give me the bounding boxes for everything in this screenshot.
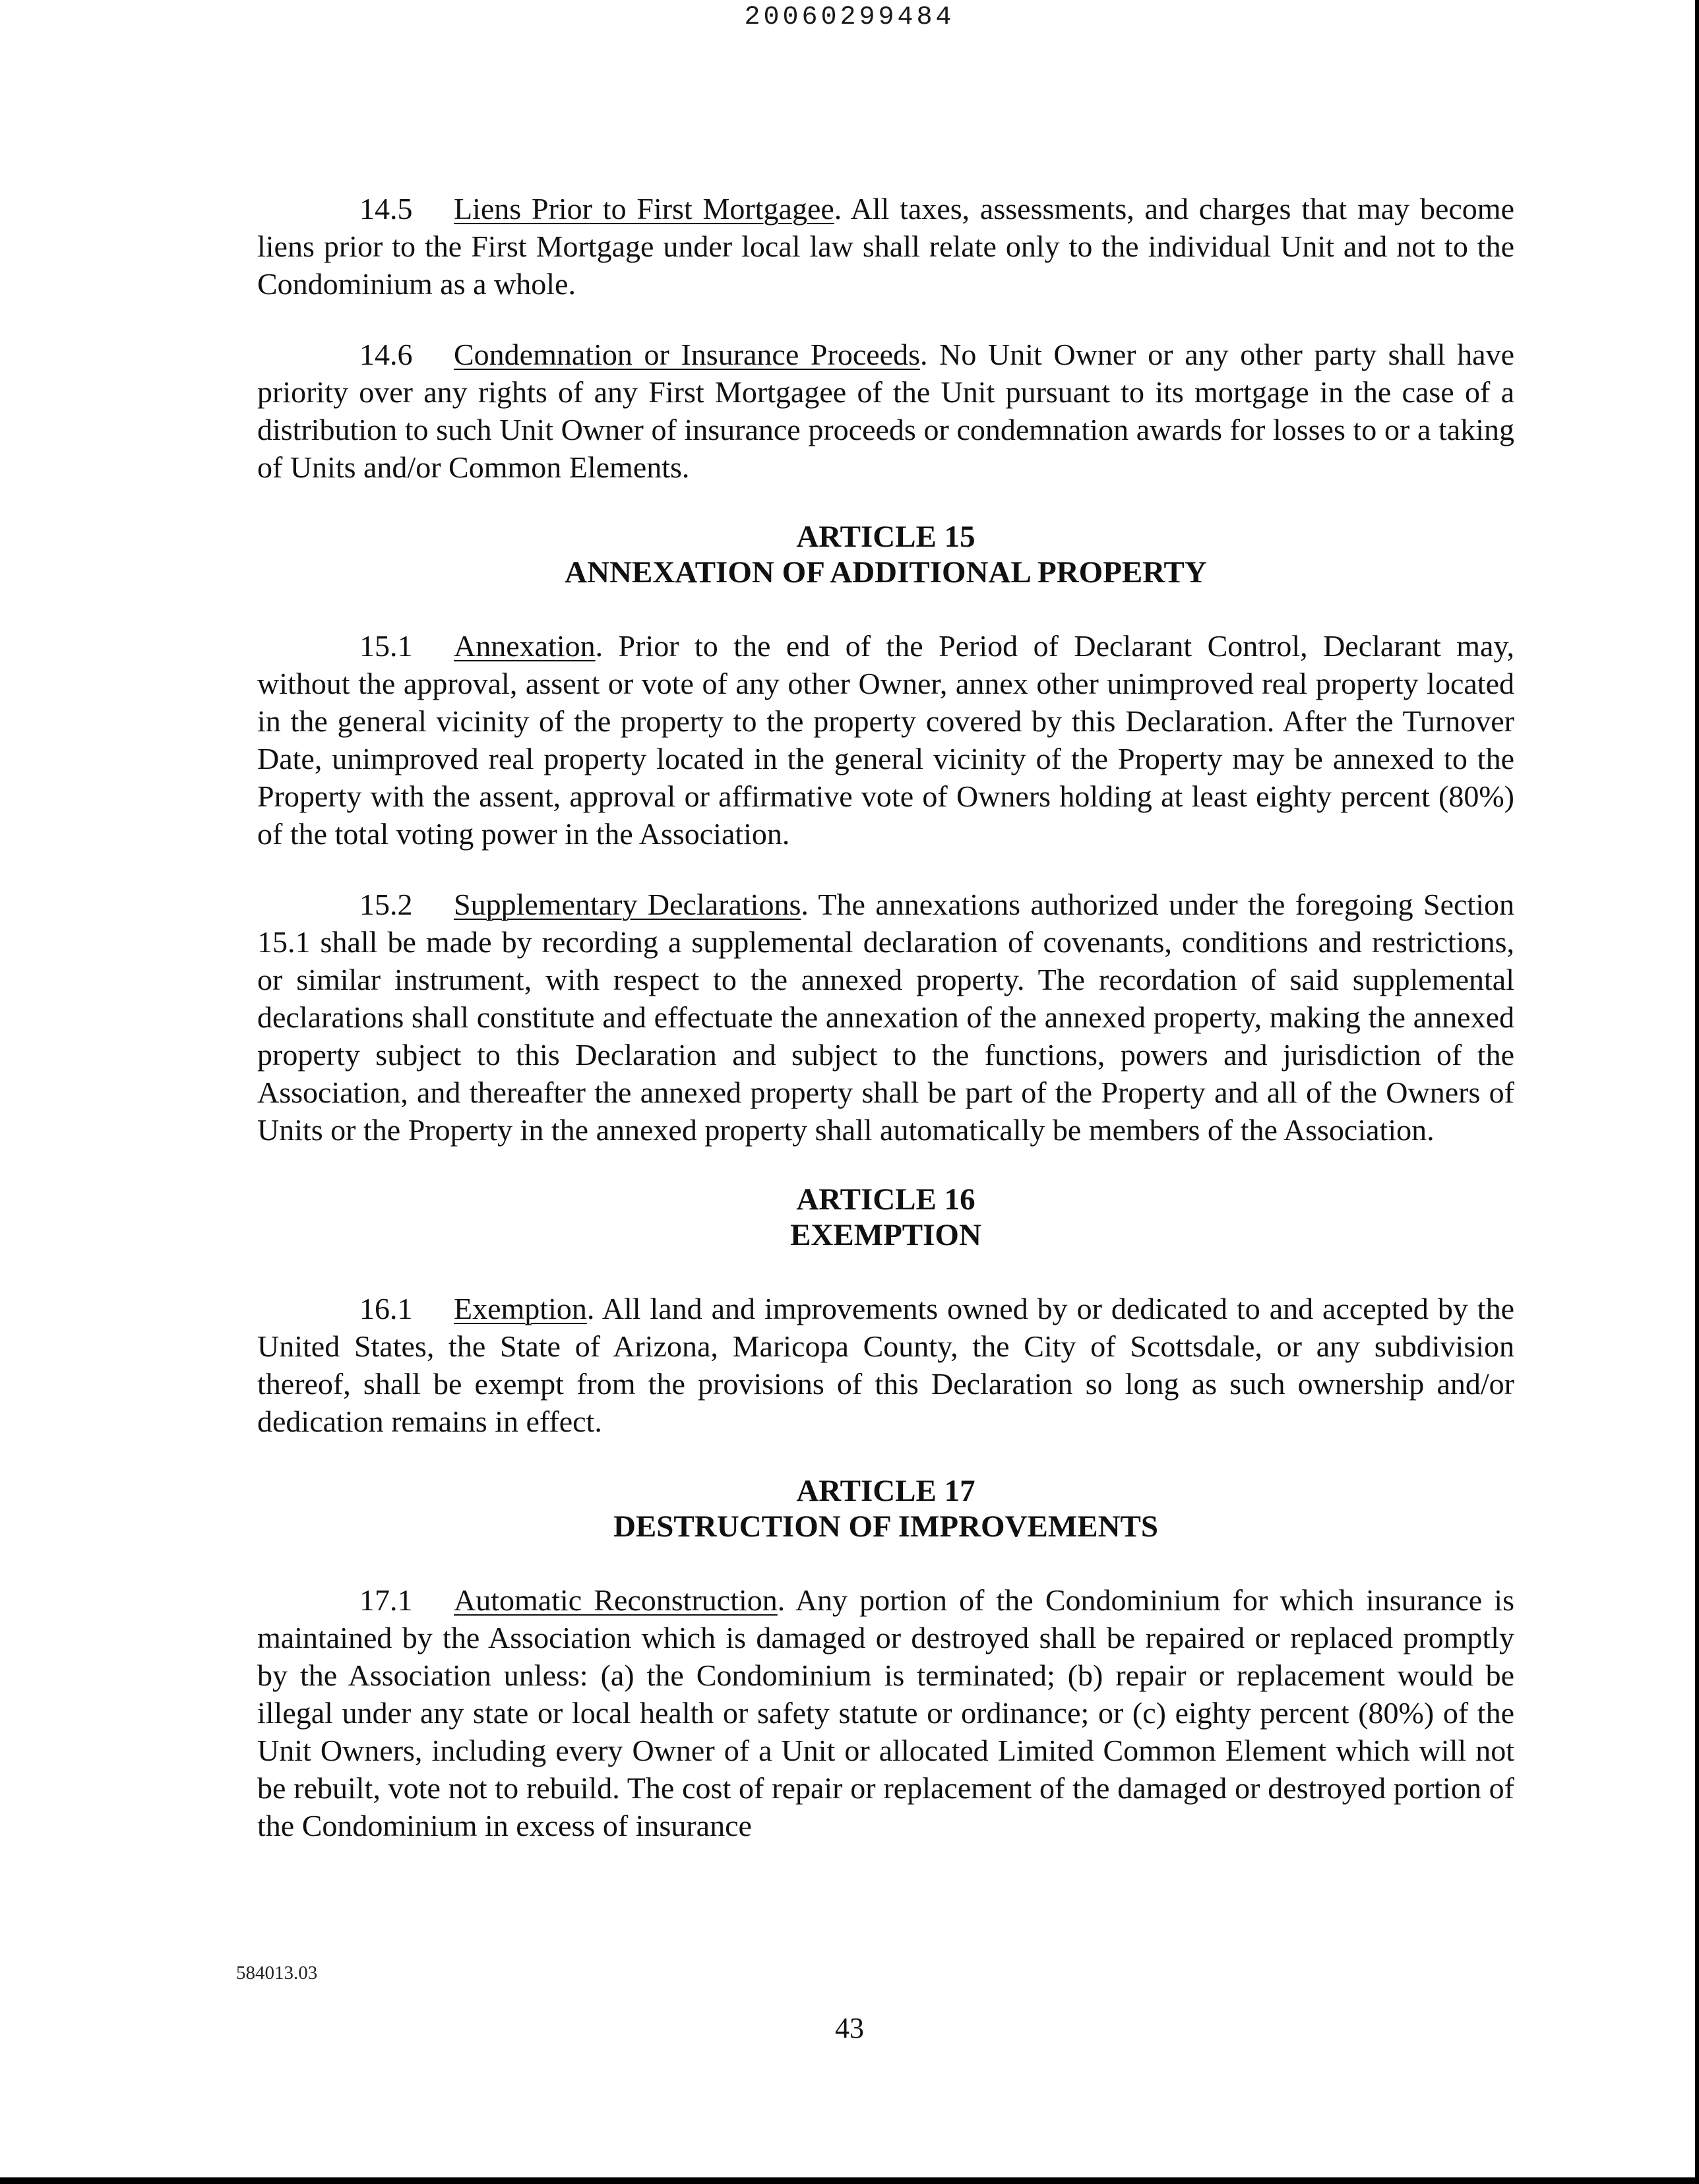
section-title: Supplementary Declarations (454, 888, 801, 921)
section-number: 16.1 (359, 1292, 413, 1325)
article-title: EXEMPTION (790, 1218, 981, 1252)
section-number: 17.1 (359, 1583, 413, 1617)
section-text: . No Unit Owner or any other party shall have priority over any rights of any First Mortgagee of the Unit pursuant to its mortgage in the case of a distribution to such Unit Owner of insurance proceeds or condemnation awards for losses to or a taking of Units and/or Common Elements. (257, 338, 1514, 484)
article-16-heading (257, 1182, 1514, 1253)
article-title: DESTRUCTION OF IMPROVEMENTS (613, 1509, 1159, 1544)
section-14-5 (257, 190, 1514, 303)
section-title: Condemnation or Insurance Proceeds (454, 338, 920, 371)
scan-border-bottom (0, 2177, 1699, 2184)
article-label: ARTICLE 15 (796, 520, 975, 554)
document-body (257, 190, 1514, 1877)
section-title: Exemption (454, 1292, 587, 1325)
section-title: Automatic Reconstruction (454, 1583, 778, 1617)
scan-border-right (1695, 0, 1699, 2184)
section-text: . Any portion of the Condominium for which insurance is maintained by the Association which is damaged or destroyed shall be repaired or replaced promptly by the Association unless: (a) the Condominium is terminated; (b) repair or replacement would be illegal under any state or local health or safety statute or ordinance; or (c) eighty percent (80%) of the Unit Owners, including every Owner of a Unit or allocated Limited Common Element which will not be rebuilt, vote not to rebuild. The cost of repair or replacement of the damaged or destroyed portion of the Condominium in excess of insurance (257, 1583, 1514, 1842)
section-number: 14.5 (359, 192, 413, 226)
section-14-6 (257, 336, 1514, 486)
section-text: . All land and improvements owned by or dedicated to and accepted by the United States, the State of Arizona, Maricopa County, the City of Scottsdale, or any subdivision thereof, shall be exempt from the provisions of this Declaration so long as such ownership and/or dedication remains in effect. (257, 1292, 1514, 1438)
article-label: ARTICLE 16 (796, 1182, 975, 1217)
section-title: Liens Prior to First Mortgagee (454, 192, 834, 226)
section-number: 15.1 (359, 629, 413, 663)
section-number: 14.6 (359, 338, 413, 371)
page-number: 43 (835, 2012, 864, 2044)
section-number: 15.2 (359, 888, 413, 921)
section-17-1 (257, 1581, 1514, 1844)
section-16-1 (257, 1290, 1514, 1440)
section-title: Annexation (454, 629, 596, 663)
section-text: . All taxes, assessments, and charges that may become liens prior to the First Mortgage under local law shall relate only to the individual Unit and not to the Condominium as a whole. (257, 192, 1514, 301)
article-label: ARTICLE 17 (796, 1474, 975, 1508)
article-17-heading (257, 1473, 1514, 1544)
document-number: 20060299484 (744, 3, 955, 32)
footer-document-code: 584013.03 (236, 1962, 318, 1984)
article-title: ANNEXATION OF ADDITIONAL PROPERTY (565, 555, 1207, 590)
section-15-2 (257, 886, 1514, 1149)
article-15-heading (257, 519, 1514, 590)
section-text: . The annexations authorized under the foregoing Section 15.1 shall be made by recording a supplemental declaration of covenants, conditions and restrictions, or similar instrument, with respect to the annexed property. The recordation of said supplemental declarations shall constitute and effectuate the annexation of the annexed property, making the annexed property subject to this Declaration and subject to the functions, powers and jurisdiction of the Association, and thereafter the annexed property shall be part of the Property and all of the Owners of Units or the Property in the annexed property shall automatically be members of the Association. (257, 888, 1514, 1147)
section-text: . Prior to the end of the Period of Declarant Control, Declarant may, without the approval, assent or vote of any other Owner, annex other unimproved real property located in the general vicinity of the property to the property covered by this Declaration. After the Turnover Date, unimproved real property located in the general vicinity of the Property may be annexed to the Property with the assent, approval or affirmative vote of Owners holding at least eighty percent (80%) of the total voting power in the Association. (257, 629, 1514, 851)
section-15-1 (257, 627, 1514, 853)
